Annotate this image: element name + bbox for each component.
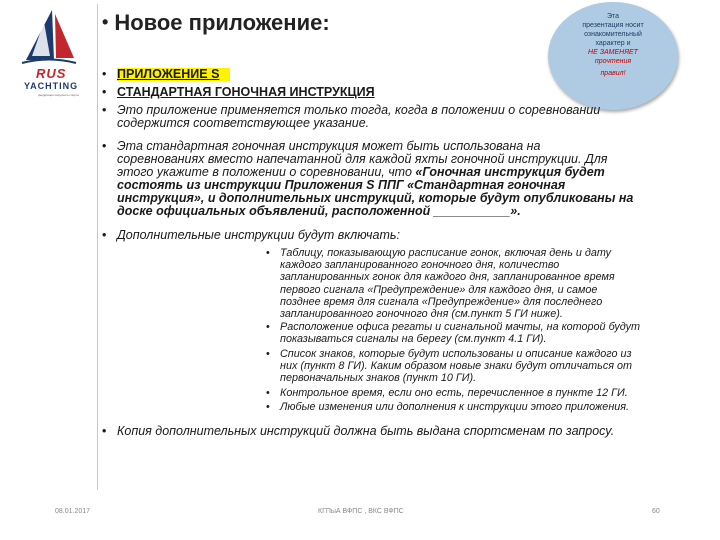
note-line: Эта: [606, 13, 620, 20]
rus-yachting-logo: [14, 8, 84, 97]
bullet-text: Это приложение применяется только тогда, когда в положении о соревновании: [117, 103, 601, 117]
bullet-text: Копия дополнительных инструкций должна быть выдана спортсменам по запросу.: [117, 424, 615, 438]
sub-bullet-text: Список знаков, которые будут использованы и описание каждого из: [280, 348, 632, 360]
bullet-text: Дополнительные инструкции будут включать:: [117, 228, 400, 242]
bullet-dot: •: [102, 12, 109, 32]
sub-bullet-text: первого сигнала «Предупреждение» для каждого дня, и самое: [280, 283, 598, 296]
appendix-s-heading: ПРИЛОЖЕНИЕ S: [117, 67, 220, 81]
footer-organization: КГПыА ВФПС , ВКС ВФПС: [318, 508, 404, 515]
page-number: 60: [652, 508, 660, 515]
bullet-text: Эта стандартная гоночная инструкция может быть использована на: [117, 139, 541, 153]
sub-bullet-text: Расположение офиса регаты и сигнальной мачты, на которой будут: [280, 321, 641, 333]
note-line: характер и: [595, 40, 631, 47]
disclaimer-bubble: [548, 2, 678, 110]
note-line: презентация носит: [582, 22, 644, 29]
sub-bullet-text: запланированного гоночного дня (см.пункт 5 ГИ ниже).: [280, 308, 563, 320]
sail-logo-icon: [14, 8, 84, 68]
bullet-text-bold: состоять из инструкции Приложения S ППГ «Стандартная гоночная: [117, 178, 566, 192]
slide-title-text: Новое приложение:: [114, 10, 330, 35]
bullet-text: соревнованиях вместо напечатанной для каждой яхты гоночной инструкции. Для: [117, 152, 608, 166]
logo-subtitle: YACHTING: [24, 81, 79, 91]
sub-bullet-text: каждого запланированного гоночного дня, количество: [280, 259, 560, 272]
sub-bullet-text: показываться сигналы на берегу (см.пункт 4.1 ГИ).: [280, 333, 547, 346]
bullet-text: содержится соответствующее указание.: [117, 116, 370, 130]
left-divider: [97, 4, 98, 490]
sub-bullet-text: первоначальных знаков (пункт 10 ГИ).: [280, 372, 477, 385]
footer-date: 08.01.2017: [55, 508, 91, 515]
slide-footer: [0, 508, 720, 522]
logo-tagline: федерация парусного спорта: [38, 93, 79, 97]
slide-title: [102, 10, 330, 36]
bullet-text: этого укажите в положении о соревновании, что: [117, 165, 416, 179]
note-line-warning: правил!: [600, 70, 626, 77]
bullet-text-bold: инструкция», и дополнительных инструкций, которые будут опубликованы на: [117, 191, 634, 205]
sub-bullet-text: запланированных гонок для каждого дня, запланированное время: [280, 271, 615, 284]
note-line-warning: НЕ ЗАМЕНЯЕТ: [588, 49, 638, 56]
sub-bullet-text: них (пункт 8 ГИ). Каким образом новые знаки будут отличаться от: [280, 360, 633, 373]
bullet-text-bold: доске официальных объявлений, расположенной ___________».: [117, 204, 521, 218]
logo-brand: RUS: [36, 66, 67, 81]
standard-instructions-heading: СТАНДАРТНАЯ ГОНОЧНАЯ ИНСТРУКЦИЯ: [117, 85, 375, 99]
note-line: ознакомительный: [584, 31, 642, 38]
sub-bullet-text: позднее время для сигнала «Предупреждение» для последнего: [280, 295, 603, 308]
note-line-warning: прочтения: [594, 58, 632, 65]
bullet-text-bold: «Гоночная инструкция будет: [415, 165, 605, 179]
sub-bullet-text: Таблицу, показывающую расписание гонок, включая день и дату: [280, 247, 612, 259]
sub-bullet-text: Любые изменения или дополнения к инструкции этого приложения.: [280, 401, 630, 413]
sub-bullet-text: Контрольное время, если оно есть, перечисленное в пункте 12 ГИ.: [280, 387, 628, 399]
